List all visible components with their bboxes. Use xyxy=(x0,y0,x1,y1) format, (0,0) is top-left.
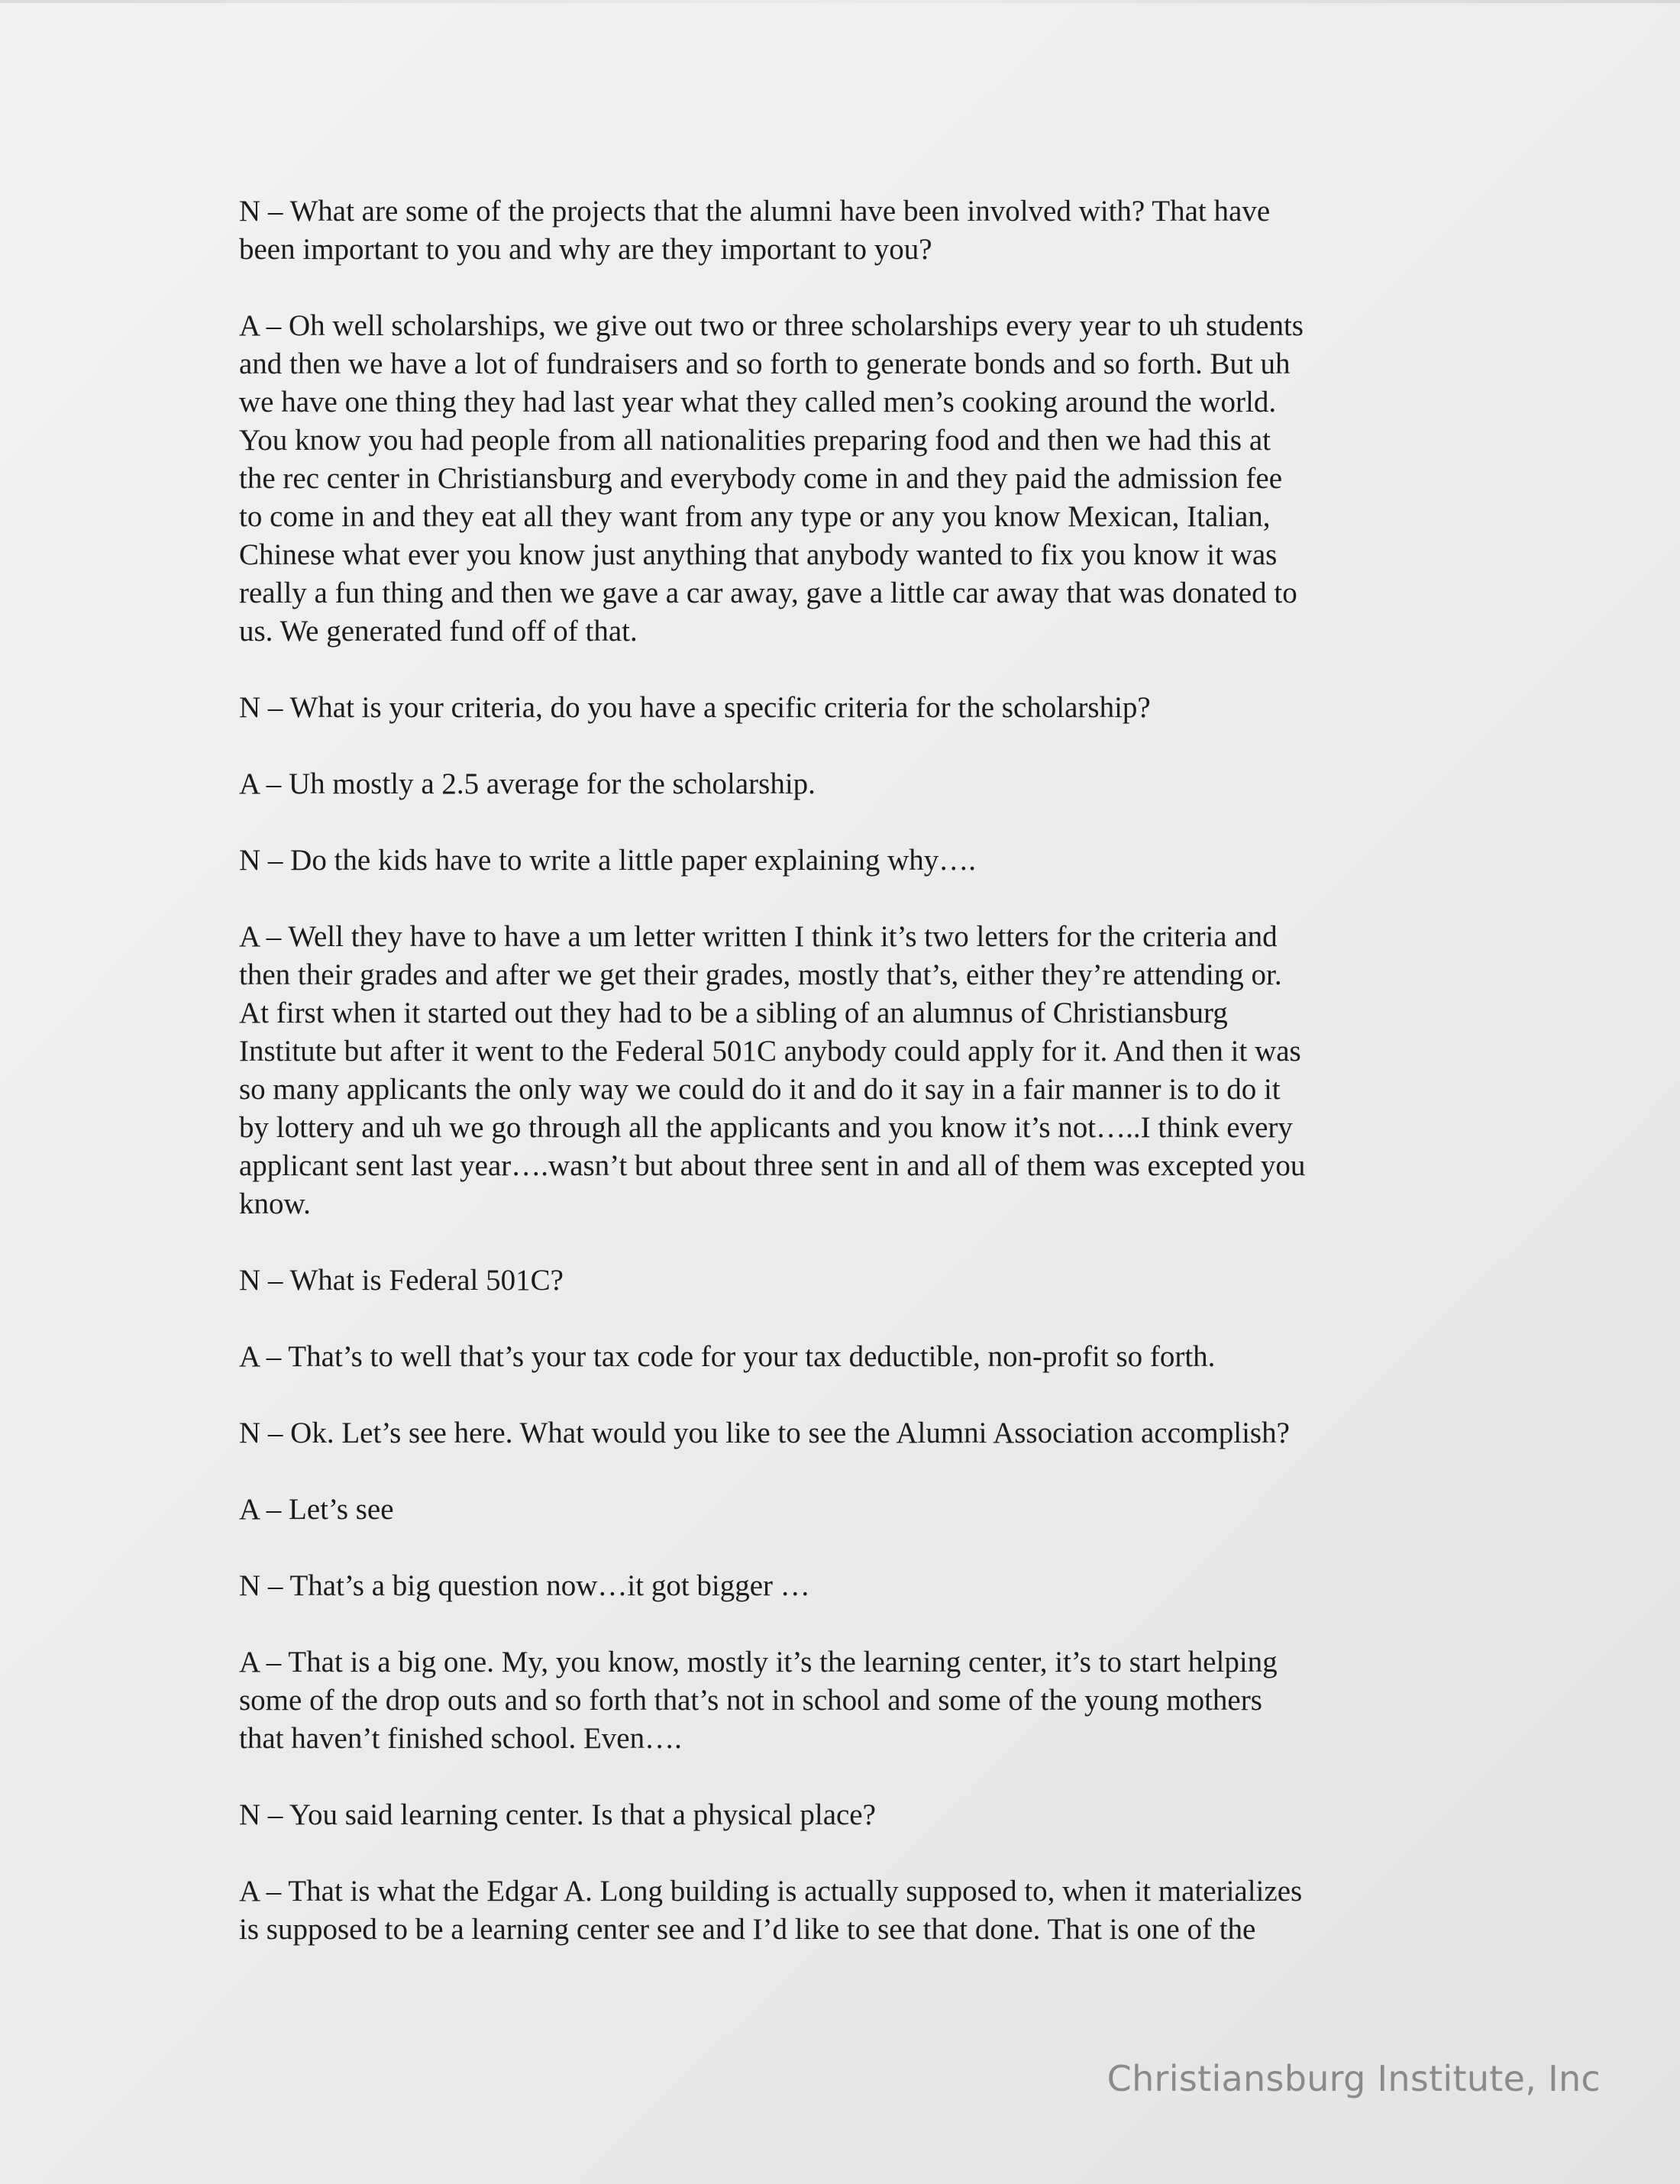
transcript-answer: A – That is a big one. My, you know, mostly it’s the learning center, it’s to start helping some of the drop outs and so forth that’s not in school and some of the young mothers that haven’t finished school. Even…. xyxy=(239,1646,1278,1755)
page-top-edge xyxy=(0,0,1680,3)
transcript-answer: A – Uh mostly a 2.5 average for the scholarship. xyxy=(239,767,816,800)
transcript-question: N – Do the kids have to write a little paper explaining why…. xyxy=(239,844,977,877)
transcript-answer: A – Let’s see xyxy=(239,1493,394,1526)
transcript-body xyxy=(239,192,1461,1987)
transcript-answer: A – That’s to well that’s your tax code for your tax deductible, non-profit so forth. xyxy=(239,1340,1216,1373)
transcript-question: N – Ok. Let’s see here. What would you like to see the Alumni Association accomplish? xyxy=(239,1417,1290,1449)
transcript-question: N – You said learning center. Is that a physical place? xyxy=(239,1798,876,1831)
transcript-answer: A – Oh well scholarships, we give out two or three scholarships every year to uh students and then we have a lot of fundraisers and so forth to generate bonds and so forth. But uh we have one thing they had last year what they called men’s cooking around the world. You know you had people from all nationalities preparing food and then we had this at the rec center in Christiansburg and everybody come in and they paid the admission fee to come in and they eat all they want from any type or any you know Mexican, Italian, Chinese what ever you know just anything that anybody wanted to fix you know it was really a fun thing and then we gave a car away, gave a little car away that was donated to us. We generated fund off of that. xyxy=(239,309,1304,648)
transcript-question: N – What is Federal 501C? xyxy=(239,1264,564,1297)
transcript-answer: A – That is what the Edgar A. Long building is actually supposed to, when it materializes is supposed to be a learning center see and I’d like to see that done. That is one of the xyxy=(239,1875,1303,1946)
transcript-answer: A – Well they have to have a um letter written I think it’s two letters for the criteria and then their grades and after we get their grades, mostly that’s, either they’re attending or. At first when it started out they had to be a sibling of an alumnus of Christiansburg Institute but after it went to the Federal 501C anybody could apply for it. And then it was so many applicants the only way we could do it and do it say in a fair manner is to do it by lottery and uh we go through all the applicants and you know it’s not…..I think every applicant sent last year….wasn’t but about three sent in and all of them was excepted you know. xyxy=(239,920,1306,1220)
transcript-question: N – That’s a big question now…it got bigger … xyxy=(239,1569,810,1602)
transcript-question: N – What is your criteria, do you have a specific criteria for the scholarship? xyxy=(239,691,1151,724)
transcript-question: N – What are some of the projects that the alumni have been involved with? That have been important to you and why are they important to you? xyxy=(239,195,1271,266)
watermark-text: Christiansburg Institute, Inc xyxy=(1107,2058,1601,2099)
